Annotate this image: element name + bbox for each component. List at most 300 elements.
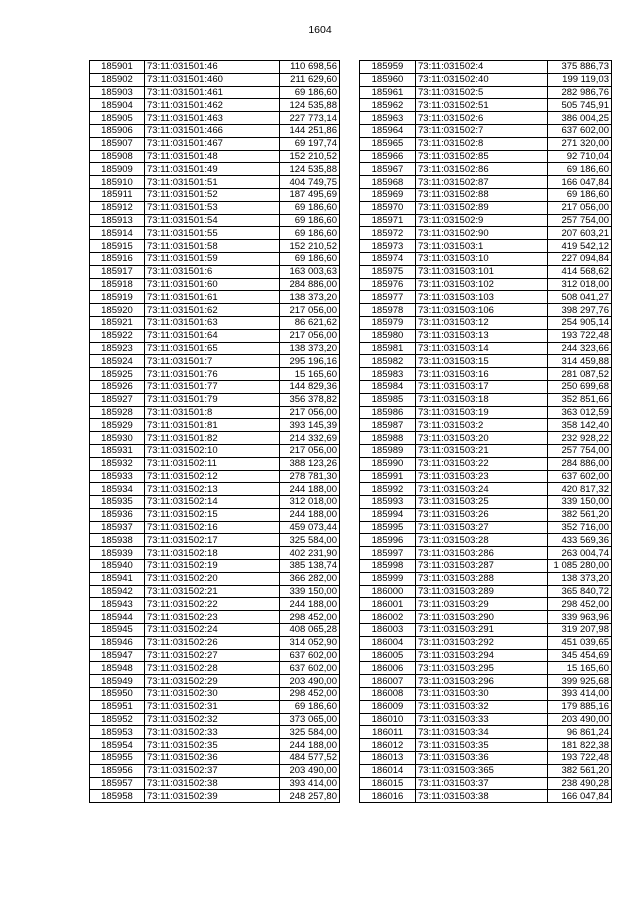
table-row [90, 73, 340, 86]
cadastral-number-cell: 73:11:031503:291 [416, 624, 548, 637]
cadastral-number-cell: 73:11:031502:6 [416, 112, 548, 125]
value-cell: 244 188,00 [280, 508, 340, 521]
row-number-cell: 185939 [90, 547, 145, 560]
row-number-cell: 185985 [360, 393, 416, 406]
value-cell: 388 123,26 [280, 457, 340, 470]
value-cell: 284 886,00 [548, 457, 612, 470]
row-number-cell: 185953 [90, 726, 145, 739]
row-number-cell: 185909 [90, 163, 145, 176]
value-cell: 193 722,48 [548, 752, 612, 765]
row-number-cell: 185998 [360, 560, 416, 573]
value-cell: 312 018,00 [548, 278, 612, 291]
cadastral-number-cell: 73:11:031501:53 [145, 201, 280, 214]
row-number-cell: 185924 [90, 355, 145, 368]
row-number-cell: 185913 [90, 214, 145, 227]
row-number-cell: 185938 [90, 534, 145, 547]
cadastral-number-cell: 73:11:031503:33 [416, 713, 548, 726]
table-row [360, 624, 612, 637]
cadastral-number-cell: 73:11:031502:18 [145, 547, 280, 560]
cadastral-number-cell: 73:11:031502:85 [416, 150, 548, 163]
table-row [360, 393, 612, 406]
value-cell: 69 186,60 [280, 86, 340, 99]
table-row [360, 572, 612, 585]
row-number-cell: 185919 [90, 291, 145, 304]
value-cell: 138 373,20 [280, 342, 340, 355]
value-cell: 217 056,00 [280, 304, 340, 317]
value-cell: 420 817,32 [548, 483, 612, 496]
cadastral-number-cell: 73:11:031503:288 [416, 572, 548, 585]
cadastral-number-cell: 73:11:031503:23 [416, 470, 548, 483]
value-cell: 217 056,00 [280, 444, 340, 457]
cadastral-number-cell: 73:11:031501:6 [145, 265, 280, 278]
table-row [360, 508, 612, 521]
value-cell: 278 781,30 [280, 470, 340, 483]
row-number-cell: 185988 [360, 432, 416, 445]
value-cell: 181 822,38 [548, 739, 612, 752]
row-number-cell: 185931 [90, 444, 145, 457]
cadastral-number-cell: 73:11:031503:29 [416, 598, 548, 611]
cadastral-number-cell: 73:11:031503:295 [416, 662, 548, 675]
value-cell: 414 568,62 [548, 265, 612, 278]
table-row [90, 611, 340, 624]
value-cell: 319 207,98 [548, 624, 612, 637]
value-cell: 199 119,03 [548, 73, 612, 86]
value-cell: 637 602,00 [280, 649, 340, 662]
cadastral-number-cell: 73:11:031502:13 [145, 483, 280, 496]
value-cell: 352 716,00 [548, 521, 612, 534]
cadastral-number-cell: 73:11:031503:20 [416, 432, 548, 445]
table-row [90, 547, 340, 560]
row-number-cell: 185948 [90, 662, 145, 675]
value-cell: 110 698,56 [280, 61, 340, 74]
table-row [360, 752, 612, 765]
cadastral-number-cell: 73:11:031503:27 [416, 521, 548, 534]
cadastral-number-cell: 73:11:031503:2 [416, 419, 548, 432]
registry-table-left [89, 60, 340, 803]
value-cell: 365 840,72 [548, 585, 612, 598]
table-row [90, 355, 340, 368]
row-number-cell: 185969 [360, 188, 416, 201]
value-cell: 298 452,00 [548, 598, 612, 611]
value-cell: 404 749,75 [280, 176, 340, 189]
row-number-cell: 185914 [90, 227, 145, 240]
cadastral-number-cell: 73:11:031503:30 [416, 688, 548, 701]
row-number-cell: 185963 [360, 112, 416, 125]
cadastral-number-cell: 73:11:031502:8 [416, 137, 548, 150]
value-cell: 250 699,68 [548, 380, 612, 393]
cadastral-number-cell: 73:11:031503:365 [416, 764, 548, 777]
table-row [90, 483, 340, 496]
cadastral-number-cell: 73:11:031502:30 [145, 688, 280, 701]
value-cell: 217 056,00 [280, 329, 340, 342]
table-row [360, 329, 612, 342]
row-number-cell: 185945 [90, 624, 145, 637]
table-row [360, 585, 612, 598]
value-cell: 257 754,00 [548, 444, 612, 457]
table-row [90, 227, 340, 240]
cadastral-number-cell: 73:11:031502:32 [145, 713, 280, 726]
value-cell: 248 257,80 [280, 790, 340, 803]
row-number-cell: 185901 [90, 61, 145, 74]
table-row [360, 432, 612, 445]
row-number-cell: 185946 [90, 636, 145, 649]
cadastral-number-cell: 73:11:031501:62 [145, 304, 280, 317]
table-row [360, 598, 612, 611]
row-number-cell: 185974 [360, 252, 416, 265]
table-row [90, 470, 340, 483]
table-row [90, 124, 340, 137]
table-row [360, 444, 612, 457]
table-row [90, 393, 340, 406]
value-cell: 345 454,69 [548, 649, 612, 662]
row-number-cell: 185954 [90, 739, 145, 752]
cadastral-number-cell: 73:11:031503:1 [416, 240, 548, 253]
row-number-cell: 185980 [360, 329, 416, 342]
table-row [360, 457, 612, 470]
table-row [360, 649, 612, 662]
row-number-cell: 185991 [360, 470, 416, 483]
row-number-cell: 185932 [90, 457, 145, 470]
value-cell: 358 142,40 [548, 419, 612, 432]
row-number-cell: 185907 [90, 137, 145, 150]
row-number-cell: 185979 [360, 316, 416, 329]
row-number-cell: 185959 [360, 61, 416, 74]
value-cell: 193 722,48 [548, 329, 612, 342]
value-cell: 124 535,88 [280, 99, 340, 112]
table-row [90, 432, 340, 445]
row-number-cell: 186005 [360, 649, 416, 662]
row-number-cell: 185920 [90, 304, 145, 317]
row-number-cell: 185949 [90, 675, 145, 688]
value-cell: 295 196,16 [280, 355, 340, 368]
row-number-cell: 185917 [90, 265, 145, 278]
cadastral-number-cell: 73:11:031501:7 [145, 355, 280, 368]
row-number-cell: 185986 [360, 406, 416, 419]
table-row [90, 790, 340, 803]
cadastral-number-cell: 73:11:031503:34 [416, 726, 548, 739]
value-cell: 69 186,60 [280, 700, 340, 713]
table-row [360, 611, 612, 624]
table-row [90, 137, 340, 150]
cadastral-number-cell: 73:11:031503:14 [416, 342, 548, 355]
table-row [360, 291, 612, 304]
value-cell: 124 535,88 [280, 163, 340, 176]
table-row [90, 99, 340, 112]
cadastral-number-cell: 73:11:031503:294 [416, 649, 548, 662]
value-cell: 451 039,65 [548, 636, 612, 649]
table-row [360, 739, 612, 752]
value-cell: 385 138,74 [280, 560, 340, 573]
row-number-cell: 185936 [90, 508, 145, 521]
cadastral-number-cell: 73:11:031501:467 [145, 137, 280, 150]
value-cell: 138 373,20 [280, 291, 340, 304]
row-number-cell: 185912 [90, 201, 145, 214]
value-cell: 637 602,00 [548, 470, 612, 483]
table-row [90, 572, 340, 585]
value-cell: 382 561,20 [548, 764, 612, 777]
cadastral-number-cell: 73:11:031501:77 [145, 380, 280, 393]
table-row [360, 470, 612, 483]
cadastral-number-cell: 73:11:031502:27 [145, 649, 280, 662]
value-cell: 69 186,60 [280, 201, 340, 214]
table-row [360, 726, 612, 739]
value-cell: 314 052,90 [280, 636, 340, 649]
table-row [90, 240, 340, 253]
value-cell: 244 188,00 [280, 483, 340, 496]
cadastral-number-cell: 73:11:031501:466 [145, 124, 280, 137]
cadastral-number-cell: 73:11:031501:461 [145, 86, 280, 99]
table-row [90, 176, 340, 189]
row-number-cell: 185976 [360, 278, 416, 291]
cadastral-number-cell: 73:11:031503:13 [416, 329, 548, 342]
cadastral-number-cell: 73:11:031501:48 [145, 150, 280, 163]
row-number-cell: 185906 [90, 124, 145, 137]
value-cell: 138 373,20 [548, 572, 612, 585]
value-cell: 1 085 280,00 [548, 560, 612, 573]
cadastral-number-cell: 73:11:031501:65 [145, 342, 280, 355]
cadastral-number-cell: 73:11:031501:460 [145, 73, 280, 86]
value-cell: 257 754,00 [548, 214, 612, 227]
table-row [360, 560, 612, 573]
table-row [360, 368, 612, 381]
value-cell: 393 414,00 [280, 777, 340, 790]
row-number-cell: 185929 [90, 419, 145, 432]
table-row [90, 496, 340, 509]
row-number-cell: 186010 [360, 713, 416, 726]
table-row [360, 419, 612, 432]
cadastral-number-cell: 73:11:031503:102 [416, 278, 548, 291]
table-row [90, 508, 340, 521]
value-cell: 508 041,27 [548, 291, 612, 304]
row-number-cell: 185981 [360, 342, 416, 355]
value-cell: 163 003,63 [280, 265, 340, 278]
cadastral-number-cell: 73:11:031501:81 [145, 419, 280, 432]
row-number-cell: 186015 [360, 777, 416, 790]
table-row [360, 534, 612, 547]
value-cell: 187 495,69 [280, 188, 340, 201]
cadastral-number-cell: 73:11:031502:21 [145, 585, 280, 598]
table-row [90, 368, 340, 381]
value-cell: 69 197,74 [280, 137, 340, 150]
table-row [90, 278, 340, 291]
cadastral-number-cell: 73:11:031503:19 [416, 406, 548, 419]
value-cell: 408 065,28 [280, 624, 340, 637]
value-cell: 298 452,00 [280, 688, 340, 701]
value-cell: 86 621,62 [280, 316, 340, 329]
row-number-cell: 186007 [360, 675, 416, 688]
value-cell: 284 886,00 [280, 278, 340, 291]
cadastral-number-cell: 73:11:031501:462 [145, 99, 280, 112]
cadastral-number-cell: 73:11:031503:10 [416, 252, 548, 265]
table-row [360, 316, 612, 329]
value-cell: 15 165,60 [280, 368, 340, 381]
row-number-cell: 186009 [360, 700, 416, 713]
cadastral-number-cell: 73:11:031503:12 [416, 316, 548, 329]
row-number-cell: 185966 [360, 150, 416, 163]
row-number-cell: 185972 [360, 227, 416, 240]
table-row [360, 124, 612, 137]
value-cell: 69 186,60 [280, 252, 340, 265]
table-row [360, 201, 612, 214]
table-row [360, 240, 612, 253]
value-cell: 244 188,00 [280, 598, 340, 611]
row-number-cell: 185965 [360, 137, 416, 150]
table-row [90, 560, 340, 573]
row-number-cell: 185973 [360, 240, 416, 253]
value-cell: 339 963,96 [548, 611, 612, 624]
row-number-cell: 185902 [90, 73, 145, 86]
table-row [90, 739, 340, 752]
value-cell: 399 925,68 [548, 675, 612, 688]
cadastral-number-cell: 73:11:031502:88 [416, 188, 548, 201]
row-number-cell: 185962 [360, 99, 416, 112]
table-row [90, 380, 340, 393]
value-cell: 92 710,04 [548, 150, 612, 163]
table-row [360, 188, 612, 201]
table-row [90, 342, 340, 355]
value-cell: 325 584,00 [280, 534, 340, 547]
cadastral-number-cell: 73:11:031502:51 [416, 99, 548, 112]
row-number-cell: 186008 [360, 688, 416, 701]
value-cell: 96 861,24 [548, 726, 612, 739]
value-cell: 203 490,00 [280, 675, 340, 688]
table-row [90, 265, 340, 278]
row-number-cell: 185927 [90, 393, 145, 406]
cadastral-number-cell: 73:11:031503:286 [416, 547, 548, 560]
table-row [90, 457, 340, 470]
value-cell: 373 065,00 [280, 713, 340, 726]
cadastral-number-cell: 73:11:031502:35 [145, 739, 280, 752]
cadastral-number-cell: 73:11:031503:106 [416, 304, 548, 317]
table-row [90, 662, 340, 675]
table-row [360, 61, 612, 74]
table-row [360, 99, 612, 112]
row-number-cell: 185942 [90, 585, 145, 598]
row-number-cell: 185955 [90, 752, 145, 765]
value-cell: 393 414,00 [548, 688, 612, 701]
page-number: 1604 [308, 24, 332, 36]
row-number-cell: 185997 [360, 547, 416, 560]
table-row [90, 61, 340, 74]
table-row [90, 112, 340, 125]
row-number-cell: 185925 [90, 368, 145, 381]
cadastral-number-cell: 73:11:031502:15 [145, 508, 280, 521]
row-number-cell: 185951 [90, 700, 145, 713]
row-number-cell: 185918 [90, 278, 145, 291]
cadastral-number-cell: 73:11:031503:22 [416, 457, 548, 470]
cadastral-number-cell: 73:11:031502:4 [416, 61, 548, 74]
cadastral-number-cell: 73:11:031502:23 [145, 611, 280, 624]
cadastral-number-cell: 73:11:031503:289 [416, 585, 548, 598]
table-row [90, 752, 340, 765]
cadastral-number-cell: 73:11:031502:19 [145, 560, 280, 573]
cadastral-number-cell: 73:11:031503:17 [416, 380, 548, 393]
table-row [360, 777, 612, 790]
value-cell: 637 602,00 [548, 124, 612, 137]
table-row [90, 688, 340, 701]
cadastral-number-cell: 73:11:031502:24 [145, 624, 280, 637]
cadastral-number-cell: 73:11:031502:90 [416, 227, 548, 240]
table-row [90, 521, 340, 534]
table-row [360, 278, 612, 291]
cadastral-number-cell: 73:11:031503:18 [416, 393, 548, 406]
cadastral-number-cell: 73:11:031503:21 [416, 444, 548, 457]
row-number-cell: 185967 [360, 163, 416, 176]
cadastral-number-cell: 73:11:031502:20 [145, 572, 280, 585]
table-row [360, 252, 612, 265]
value-cell: 179 885,16 [548, 700, 612, 713]
table-row [360, 483, 612, 496]
table-row [90, 764, 340, 777]
table-row [360, 662, 612, 675]
cadastral-number-cell: 73:11:031502:86 [416, 163, 548, 176]
value-cell: 203 490,00 [548, 713, 612, 726]
table-row [360, 304, 612, 317]
table-row [90, 86, 340, 99]
cadastral-number-cell: 73:11:031501:76 [145, 368, 280, 381]
row-number-cell: 185935 [90, 496, 145, 509]
value-cell: 211 629,60 [280, 73, 340, 86]
value-cell: 15 165,60 [548, 662, 612, 675]
cadastral-number-cell: 73:11:031502:39 [145, 790, 280, 803]
cadastral-number-cell: 73:11:031502:36 [145, 752, 280, 765]
row-number-cell: 185923 [90, 342, 145, 355]
row-number-cell: 185983 [360, 368, 416, 381]
cadastral-number-cell: 73:11:031501:55 [145, 227, 280, 240]
table-row [90, 201, 340, 214]
row-number-cell: 185987 [360, 419, 416, 432]
table-row [360, 163, 612, 176]
table-row [90, 163, 340, 176]
value-cell: 398 297,76 [548, 304, 612, 317]
table-row [90, 585, 340, 598]
row-number-cell: 185940 [90, 560, 145, 573]
table-row [90, 291, 340, 304]
row-number-cell: 185960 [360, 73, 416, 86]
row-number-cell: 185937 [90, 521, 145, 534]
table-row [360, 764, 612, 777]
table-row [360, 547, 612, 560]
table-row [90, 636, 340, 649]
table-row [90, 726, 340, 739]
value-cell: 339 150,00 [280, 585, 340, 598]
row-number-cell: 185934 [90, 483, 145, 496]
row-number-cell: 185977 [360, 291, 416, 304]
table-row [360, 342, 612, 355]
cadastral-number-cell: 73:11:031503:24 [416, 483, 548, 496]
row-number-cell: 185994 [360, 508, 416, 521]
table-row [360, 700, 612, 713]
cadastral-number-cell: 73:11:031503:292 [416, 636, 548, 649]
value-cell: 217 056,00 [548, 201, 612, 214]
table-row [90, 316, 340, 329]
table-row [360, 227, 612, 240]
value-cell: 244 188,00 [280, 739, 340, 752]
table-row [360, 355, 612, 368]
table-row [90, 188, 340, 201]
value-cell: 386 004,25 [548, 112, 612, 125]
table-row [360, 688, 612, 701]
row-number-cell: 186000 [360, 585, 416, 598]
value-cell: 459 073,44 [280, 521, 340, 534]
cadastral-number-cell: 73:11:031503:16 [416, 368, 548, 381]
cadastral-number-cell: 73:11:031502:33 [145, 726, 280, 739]
row-number-cell: 185996 [360, 534, 416, 547]
table-row [360, 265, 612, 278]
table-row [360, 150, 612, 163]
row-number-cell: 185908 [90, 150, 145, 163]
table-row [90, 624, 340, 637]
